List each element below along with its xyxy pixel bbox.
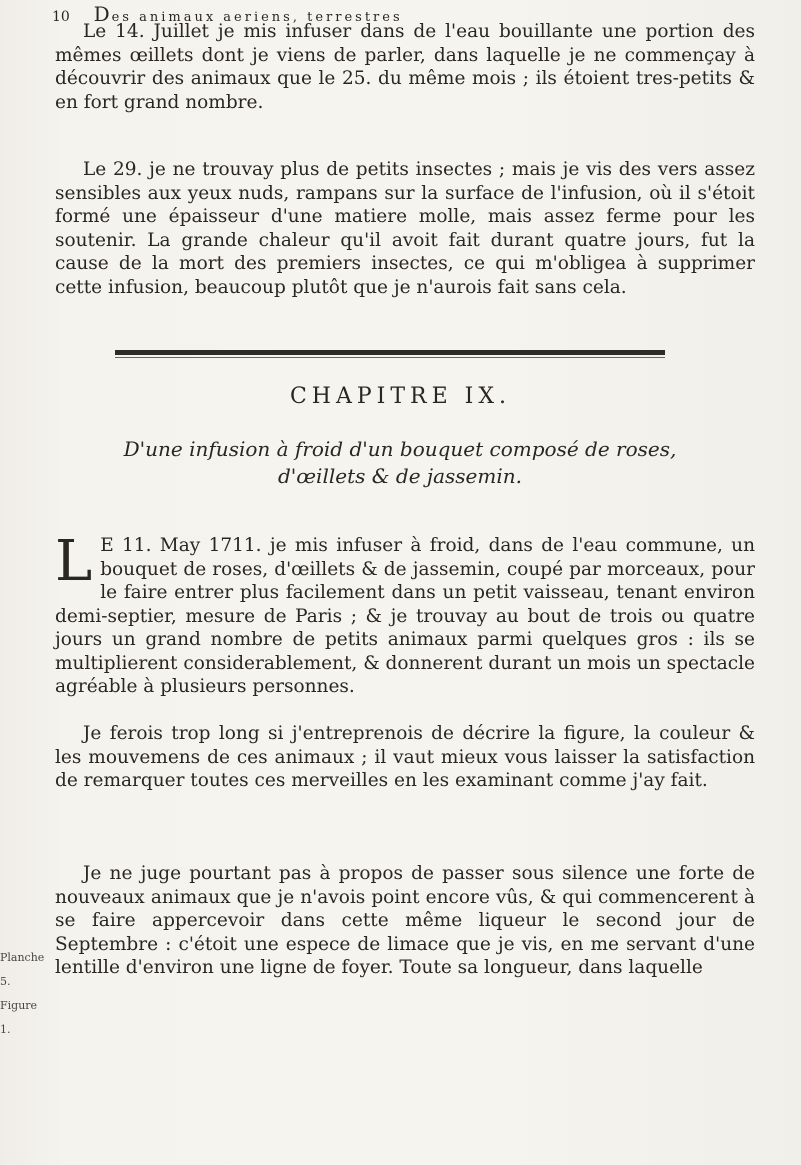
chapter-subtitle-line-1: D'une infusion à froid d'un bouquet composé de roses,: [123, 437, 677, 461]
drop-cap: L: [55, 529, 93, 594]
margin-note-plate: [0, 946, 46, 1042]
margin-note-plate-line: Planche 5.: [0, 951, 45, 988]
paragraph-july-14: Le 14. Juillet je mis infuser dans de l'eau bouillante une portion des mêmes œillets dont je viens de parler, dans laquelle je ne commençay à découvrir des animaux que le 25. du même mois ; ils étoient tres-petits & en fort grand nombre.: [55, 21, 755, 113]
paragraph-description: Je ferois trop long si j'entreprenois de décrire la figure, la couleur & les mouvemens de ces animaux ; il vaut mieux vous laisser la satisfaction de remarquer toutes ces merveilles en les examinant comme j'ay fait.: [55, 723, 755, 791]
header-title-initial: D: [93, 2, 112, 26]
margin-note-figure-line: Figure 1.: [0, 999, 38, 1036]
chapter-subtitle-line-2: d'œillets & de jassemin.: [277, 464, 522, 488]
paragraph-may-11-text: E 11. May 1711. je mis infuser à froid, dans de l'eau commune, un bouquet de roses, d'œillets & de jassemin, coupé par morceaux, pour le faire entrer plus facilement dans un petit vaisseau, tenant environ demi-septier, mesure de Paris ; & je trouvay au bout de trois ou quatre jours un grand nombre de petits animaux parmi quelques gros : ils se multiplierent considerablement, & donnerent durant un mois un spectacle agréable à plusieurs personnes.: [55, 535, 755, 697]
header-title: es animaux aeriens, terrestres: [111, 10, 403, 25]
paragraph-limace: Je ne juge pourtant pas à propos de passer sous silence une forte de nouveaux animaux que je n'avois point encore vûs, & qui commencerent à se faire appercevoir dans cette même liqueur le second jour de Septembre : c'étoit une espece de limace que je vis, en me servant d'une lentille d'environ une ligne de foyer. Toute sa longueur, dans laquelle: [55, 863, 755, 978]
page-number: 10: [52, 9, 70, 25]
chapter-subtitle: [80, 436, 720, 490]
paragraph-july-29: Le 29. je ne trouvay plus de petits insectes ; mais je vis des vers assez sensibles aux yeux nuds, rampans sur la surface de l'infusion, où il s'étoit formé une épaisseur d'une matiere molle, mais assez ferme pour les soutenir. La grande chaleur qu'il avoit fait durant quatre jours, fut la cause de la mort des premiers insectes, ce qui m'obligea à supprimer cette infusion, beaucoup plutôt que je n'aurois fait sans cela.: [55, 159, 755, 298]
chapter-heading: CHAPITRE IX.: [289, 384, 512, 409]
chapter-divider-rule: [115, 350, 665, 358]
paragraph-may-11: [55, 529, 755, 699]
